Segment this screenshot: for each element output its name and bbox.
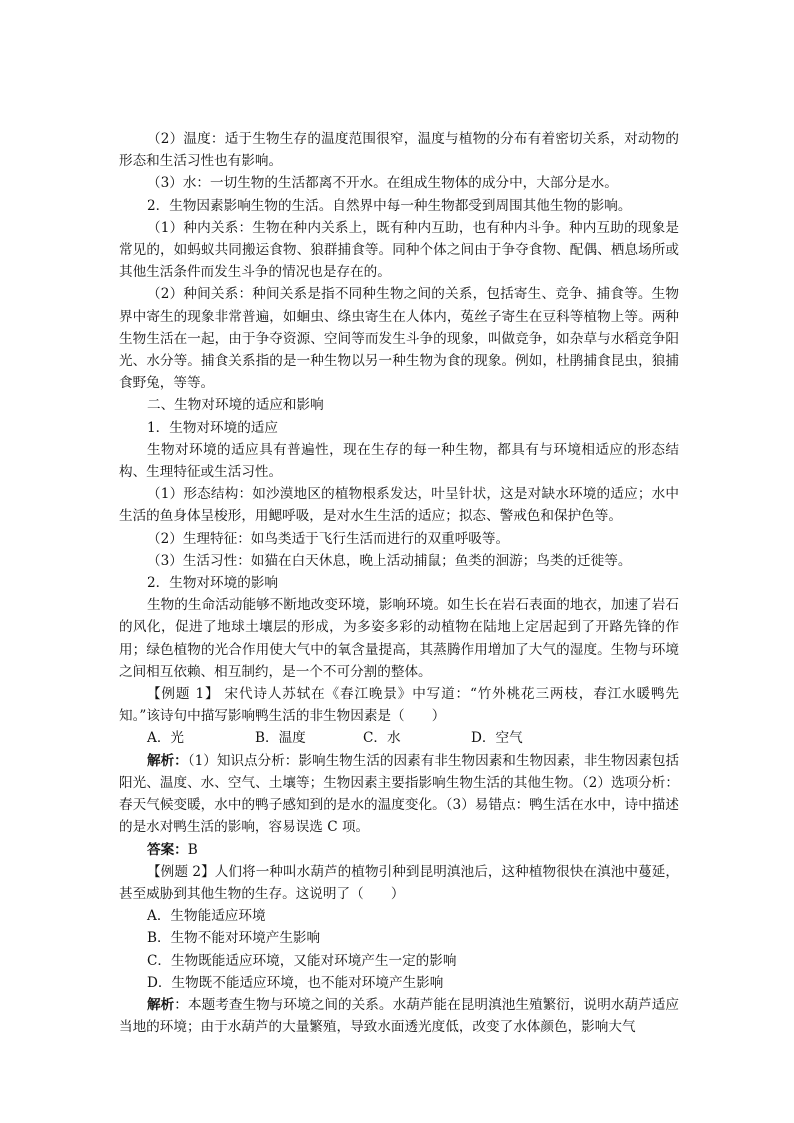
example2-option-c: C．生物既能适应环境，又能对环境产生一定的影响 [147, 952, 457, 969]
paragraph-water: （3）水：一切生物的生活都离不开水。在组成生物体的成分中，大部分是水。 [147, 175, 618, 192]
paragraph-temperature: （2）温度：适于生物生存的温度范围很窄，温度与植物的分布有着密切关系，对动物的形态和生活习性也有影响。 [119, 131, 679, 170]
example2-analysis [119, 994, 679, 1038]
paragraph-biotic-factors: 2．生物因素影响生物的生活。自然界中每一种生物都受到周围其他生物的影响。 [147, 197, 632, 214]
paragraph-morphology: （1）形态结构：如沙漠地区的植物根系发达，叶呈针状，这是对缺水环境的适应；水中生活的鱼身体呈梭形，用鳃呼吸，是对水生生活的适应；拟态、警戒色和保护色等。 [119, 486, 679, 525]
example1-option-a: A．光 [147, 730, 185, 747]
paragraph-influence: 生物的生命活动能够不断地改变环境，影响环境。如生长在岩石表面的地衣，加速了岩石的风化，促进了地球土壤层的形成，为多姿多彩的动植物在陆地上定居起到了开路先锋的作用；绿色植物的光合作用使大气中的氧含量提高，其蒸腾作用增加了大气的湿度。生物与环境之间相互依赖、相互制约，是一个不可分割的整体。 [119, 597, 679, 680]
example2-option-a: A．生物能适应环境 [147, 908, 266, 925]
example1-question: 【例题 1】 宋代诗人苏轼在《春江晚景》中写道：“竹外桃花三两枝，春江水暖鸭先知。”该诗句中描写影响鸭生活的非生物因素是（ ） [119, 686, 679, 725]
example1-answer-label: 答案： [147, 841, 188, 858]
paragraph-intraspecific: （1）种内关系：生物在种内关系上，既有种内互助，也有种内斗争。种内互助的现象是常见的，如蚂蚁共同搬运食物、狼群捕食等。同种个体之间由于争夺食物、配偶、栖息场所或其他生活条件而发生斗争的情况也是存在的。 [119, 219, 679, 281]
example1-options [119, 727, 679, 749]
example1-option-c: C．水 [363, 730, 401, 747]
example2-option-d: D．生物既不能适应环境，也不能对环境产生影响 [147, 974, 444, 991]
example1-analysis-label: 解析： [147, 752, 188, 769]
example1-answer-value: B [187, 841, 198, 858]
example1-option-d: D．空气 [471, 730, 523, 747]
example2-analysis-label: 解析 [147, 996, 175, 1013]
subheading-influence: 2．生物对环境的影响 [147, 575, 278, 592]
example1-answer [119, 839, 679, 861]
example2-option-b: B．生物不能对环境产生影响 [147, 930, 321, 947]
paragraph-habits: （3）生活习性：如猫在白天休息，晚上活动捕鼠；鱼类的洄游；鸟类的迁徙等。 [147, 552, 632, 569]
example1-analysis-text: （1）知识点分析：影响生物生活的因素有非生物因素和生物因素，非生物因素包括阳光、温度、水、空气、土壤等；生物因素主要指影响生物生活的其他生物。（2）选项分析：春天气候变暖，水中的鸭子感知到的是水的温度变化。（3）易错点：鸭生活在水中，诗中描述的是水对鸭生活的影响，容易误选 C 项。 [119, 752, 680, 836]
document-page [119, 128, 679, 1038]
subheading-adaptation: 1．生物对环境的适应 [147, 419, 278, 436]
example2-analysis-text: ：本题考查生物与环境之间的关系。水葫芦能在昆明滇池生殖繁衍，说明水葫芦适应当地的环境；由于水葫芦的大量繁殖，导致水面透光度低，改变了水体颜色，影响大气 [119, 996, 680, 1036]
paragraph-adaptation-intro: 生物对环境的适应具有普遍性，现在生存的每一种生物，都具有与环境相适应的形态结构、生理特征或生活习性。 [119, 441, 679, 481]
example1-analysis [119, 750, 679, 839]
example2-question: 【例题 2】人们将一种叫水葫芦的植物引种到昆明滇池后，这种植物很快在滇池中蔓延，甚至威胁到其他生物的生存。这说明了（ ） [119, 863, 679, 902]
paragraph-physiology: （2）生理特征：如鸟类适于飞行生活而进行的双重呼吸等。 [147, 530, 510, 547]
paragraph-interspecific: （2）种间关系：种间关系是指不同种生物之间的关系，包括寄生、竞争、捕食等。生物界中寄生的现象非常普遍，如蛔虫、绦虫寄生在人体内，菟丝子寄生在豆科等植物上等。两种生物生活在一起，由于争夺资源、空间等而发生斗争的现象，叫做竞争，如杂草与水稻竞争阳光、水分等。捕食关系指的是一种生物以另一种生物为食的现象。例如，杜鹃捕食昆虫，狼捕食野兔，等等。 [119, 286, 679, 392]
example1-option-b: B．温度 [255, 730, 306, 747]
section-heading-adaptation: 二、生物对环境的适应和影响 [147, 397, 324, 414]
